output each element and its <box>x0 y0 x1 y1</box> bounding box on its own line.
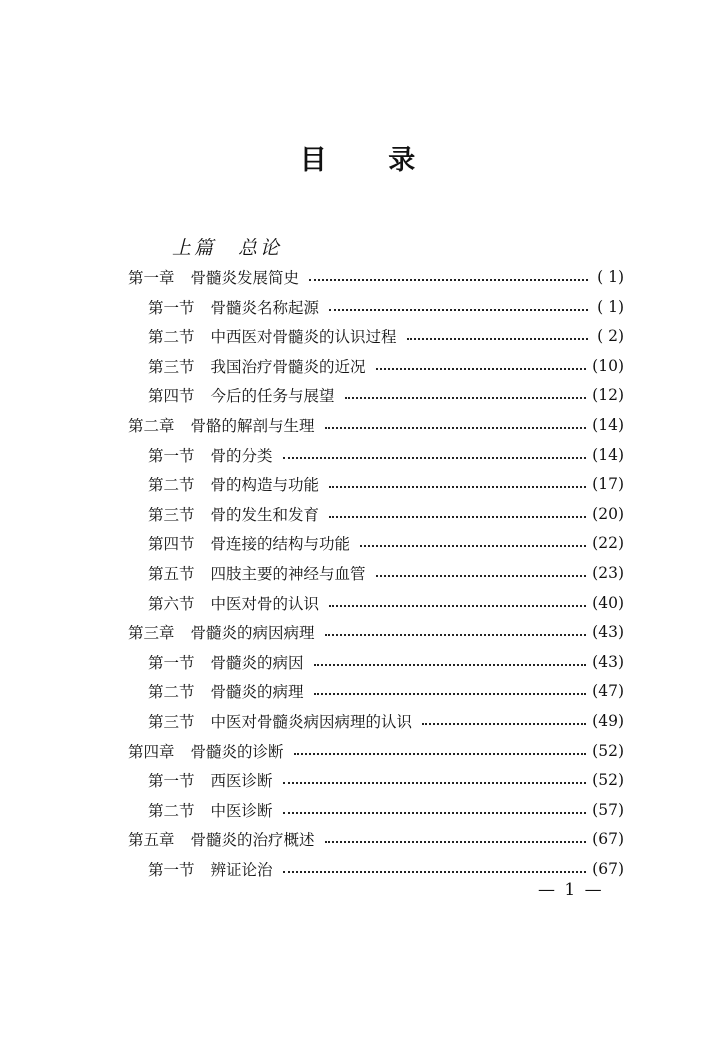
toc-title: 骨髓炎的病理 <box>210 683 304 702</box>
toc-label: 第六节 <box>148 594 195 613</box>
toc-label: 第四章 <box>128 742 175 761</box>
toc-page-number: (52) <box>592 771 624 790</box>
dot-leader <box>407 338 588 340</box>
dot-leader <box>329 605 586 607</box>
toc-section-row <box>148 795 624 825</box>
dot-leader <box>325 427 587 429</box>
toc-label: 第二节 <box>148 683 195 702</box>
toc-title: 我国治疗骨髓炎的近况 <box>210 357 366 376</box>
dot-leader <box>376 575 587 577</box>
toc-title: 四肢主要的神经与血管 <box>210 565 366 583</box>
toc-section-row <box>148 351 624 381</box>
dot-leader <box>360 545 586 547</box>
toc-label: 第五节 <box>148 565 195 583</box>
dot-leader <box>325 634 587 636</box>
toc-section-row <box>148 706 624 736</box>
toc-title: 中医对骨髓炎病因病理的认识 <box>210 713 413 731</box>
toc-chapter-row <box>128 262 624 292</box>
toc-page-number: (67) <box>592 830 624 849</box>
toc-title: 骨髓炎名称起源 <box>210 298 320 317</box>
toc-chapter-row <box>128 824 624 854</box>
toc-page-number: (22) <box>592 534 624 553</box>
toc-label: 第一节 <box>148 298 195 317</box>
toc-label: 第五章 <box>128 831 175 850</box>
toc-page-number: (52) <box>592 741 624 760</box>
toc-title: 中医诊断 <box>210 801 273 820</box>
toc-chapter-row <box>128 736 624 766</box>
dot-leader <box>345 397 587 399</box>
toc-page-number: (23) <box>592 564 624 582</box>
dot-leader <box>314 693 587 695</box>
dot-leader <box>283 457 587 459</box>
toc-section-row <box>148 469 624 499</box>
toc-chapter-row <box>128 617 624 647</box>
toc-page-number: (10) <box>592 356 624 375</box>
toc-section-row <box>148 765 624 795</box>
toc-label: 第二节 <box>148 328 195 347</box>
toc-title: 骨连接的结构与功能 <box>210 535 351 554</box>
toc-page-number: (67) <box>592 860 624 878</box>
dot-leader <box>422 723 586 725</box>
toc-page-number: (43) <box>592 652 624 671</box>
toc-title: 骨髓炎的病因 <box>210 653 304 672</box>
dot-leader <box>329 516 586 518</box>
toc-section-row <box>148 499 624 529</box>
dot-leader <box>294 753 587 755</box>
part-name: 总论 <box>238 237 283 259</box>
part-heading <box>172 233 282 260</box>
toc-section-row <box>148 676 624 706</box>
toc-label: 第二节 <box>148 801 195 820</box>
page-title: 目 录 <box>299 145 442 176</box>
toc-title: 骨骼的解剖与生理 <box>190 417 315 435</box>
toc-title: 中西医对骨髓炎的认识过程 <box>210 328 397 347</box>
toc-title: 骨髓炎的病因病理 <box>190 624 315 643</box>
toc-label: 第一章 <box>128 269 175 287</box>
toc-page-number: ( 1) <box>597 297 624 316</box>
toc-page-number: (14) <box>592 416 624 434</box>
toc-title: 今后的任务与展望 <box>210 387 335 406</box>
toc-label: 第三章 <box>128 624 175 643</box>
toc-section-row <box>148 588 624 618</box>
toc-label: 第一节 <box>148 861 195 879</box>
toc-chapter-row <box>128 410 624 440</box>
toc-title: 骨的构造与功能 <box>210 476 320 495</box>
toc-title: 骨髓炎发展简史 <box>190 269 300 287</box>
toc-page-number: (20) <box>592 504 624 523</box>
toc-page-number: (12) <box>592 386 624 405</box>
toc-title: 骨髓炎的诊断 <box>190 742 284 761</box>
toc-page-number: (47) <box>592 682 624 701</box>
dot-leader <box>314 664 587 666</box>
toc-title: 中医对骨的认识 <box>210 594 320 613</box>
toc-page-number: (49) <box>592 712 624 730</box>
footer-page-number: — 1 — <box>538 880 604 900</box>
dot-leader <box>329 309 588 311</box>
toc-page-number: (14) <box>592 445 624 464</box>
toc-section-row <box>148 380 624 410</box>
toc-label: 第四节 <box>148 535 195 554</box>
toc-label: 第二章 <box>128 417 175 435</box>
toc-section-row <box>148 528 624 558</box>
toc-page-number: ( 1) <box>597 268 624 286</box>
toc-title: 辨证论治 <box>210 861 273 879</box>
toc-section-row <box>148 647 624 677</box>
dot-leader <box>283 871 587 873</box>
toc-label: 第二节 <box>148 476 195 495</box>
toc-label: 第三节 <box>148 713 195 731</box>
toc-page-number: (43) <box>592 623 624 642</box>
toc-title: 骨的发生和发育 <box>210 505 320 524</box>
toc-section-row <box>148 440 624 470</box>
dot-leader <box>309 279 588 281</box>
toc-page-number: (57) <box>592 800 624 819</box>
toc-label: 第一节 <box>148 772 195 791</box>
dot-leader <box>376 368 587 370</box>
toc-section-row <box>148 321 624 351</box>
toc-page-number: (40) <box>592 593 624 612</box>
toc-label: 第三节 <box>148 505 195 524</box>
dot-leader <box>325 841 587 843</box>
toc-label: 第四节 <box>148 387 195 406</box>
toc-title: 骨髓炎的治疗概述 <box>190 831 315 850</box>
part-prefix: 上篇 <box>172 237 217 259</box>
toc-label: 第一节 <box>148 653 195 672</box>
toc-page-number: (17) <box>592 475 624 494</box>
dot-leader <box>329 486 586 488</box>
toc-title: 骨的分类 <box>210 446 273 465</box>
toc-page-number: ( 2) <box>597 327 624 346</box>
dot-leader <box>283 782 587 784</box>
toc-section-row <box>148 558 624 588</box>
dot-leader <box>283 812 587 814</box>
toc-label: 第三节 <box>148 357 195 376</box>
toc-title: 西医诊断 <box>210 772 273 791</box>
toc-label: 第一节 <box>148 446 195 465</box>
toc-section-row <box>148 292 624 322</box>
